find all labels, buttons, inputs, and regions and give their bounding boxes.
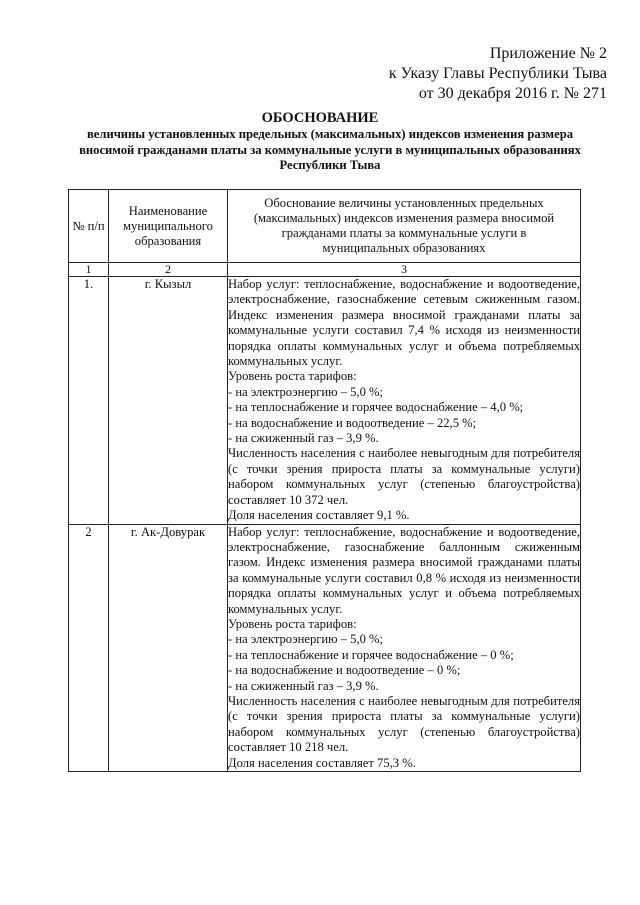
table-row [69, 277, 581, 525]
tariffs-label: Уровень роста тарифов: [228, 616, 357, 631]
appendix-line-2: к Указу Главы Республики Тыва [388, 65, 607, 82]
justification-text [228, 524, 581, 772]
tariff-heat: - на теплоснабжение и горячее водоснабжение – 4,0 %; [228, 400, 524, 415]
population-share: Доля населения составляет 9,1 %. [228, 508, 410, 523]
header-desc: Обоснование величины установленных предельных (максимальных) индексов изменения размера вносимой гражданами платы за коммунальные услуги в муниципальных образованиях [228, 190, 581, 263]
header-name: Наименование муниципального образования [109, 190, 228, 263]
document-title: ОБОСНОВАНИЕ [261, 110, 379, 126]
tariff-gas: - на сжиженный газ – 3,9 %. [228, 431, 379, 446]
table-header-row [69, 190, 581, 263]
column-number-2: 2 [109, 263, 228, 277]
row-number: 2 [69, 524, 109, 772]
header-num: № п/п [69, 190, 109, 263]
tariff-heat: - на теплоснабжение и горячее водоснабжение – 0 %; [228, 647, 514, 662]
justification-text [228, 277, 581, 525]
population-text: Численность населения с наиболее невыгодным для потребителя (с точки зрения прироста платы за коммунальные услуги) набором коммунальных услуг (степенью благоустройства) составляет 10 372 чел. [228, 446, 580, 507]
services-intro: Набор услуг: теплоснабжение, водоснабжение и водоотведение, электроснабжение, газоснабжение сетевым сжиженным газом. Индекс изменения размера вносимой гражданами платы за коммунальные услуги составил 7,4 % исходя из неизменности порядка оплаты коммунальных услуг и объема потребляемых коммунальных услуг. [228, 277, 580, 369]
tariffs-label: Уровень роста тарифов: [228, 369, 357, 384]
justification-table [68, 189, 581, 772]
appendix-line-3: от 30 декабря 2016 г. № 271 [418, 85, 607, 102]
population-text: Численность населения с наиболее невыгодным для потребителя (с точки зрения прироста платы за коммунальные услуги) набором коммунальных услуг (степенью благоустройства) составляет 10 218 чел. [228, 693, 580, 755]
appendix-line-1: Приложение № 2 [489, 45, 607, 62]
table-row [69, 524, 581, 772]
tariff-water: - на водоснабжение и водоотведение – 0 %; [228, 663, 461, 678]
services-intro: Набор услуг: теплоснабжение, водоснабжение и водоотведение, электроснабжение, газоснабжение баллонным сжиженным газом. Индекс изменения размера вносимой гражданами платы за коммунальные услуги составил 0,8 % исходя из неизменности порядка оплаты коммунальных услуг и объема потребляемых коммунальных услуг. [228, 524, 580, 616]
tariff-water: - на водоснабжение и водоотведение – 22,5 %; [228, 415, 477, 430]
tariff-electric: - на электроэнергию – 5,0 %; [228, 632, 384, 647]
column-numbers-row [69, 263, 581, 277]
municipality-name: г. Кызыл [109, 277, 228, 525]
appendix-header [389, 44, 607, 104]
tariff-electric: - на электроэнергию – 5,0 %; [228, 384, 384, 399]
document-subtitle: величины установленных предельных (максимальных) индексов изменения размера вносимой гражданами платы за коммунальные услуги в муниципальных образованиях Республики Тыва [79, 127, 581, 172]
municipality-name: г. Ак-Довурак [109, 524, 228, 772]
row-number: 1. [69, 277, 109, 525]
column-number-1: 1 [69, 263, 109, 277]
population-share: Доля населения составляет 75,3 %. [228, 755, 416, 770]
column-number-3: 3 [228, 263, 581, 277]
tariff-gas: - на сжиженный газ – 3,9 %. [228, 678, 379, 693]
